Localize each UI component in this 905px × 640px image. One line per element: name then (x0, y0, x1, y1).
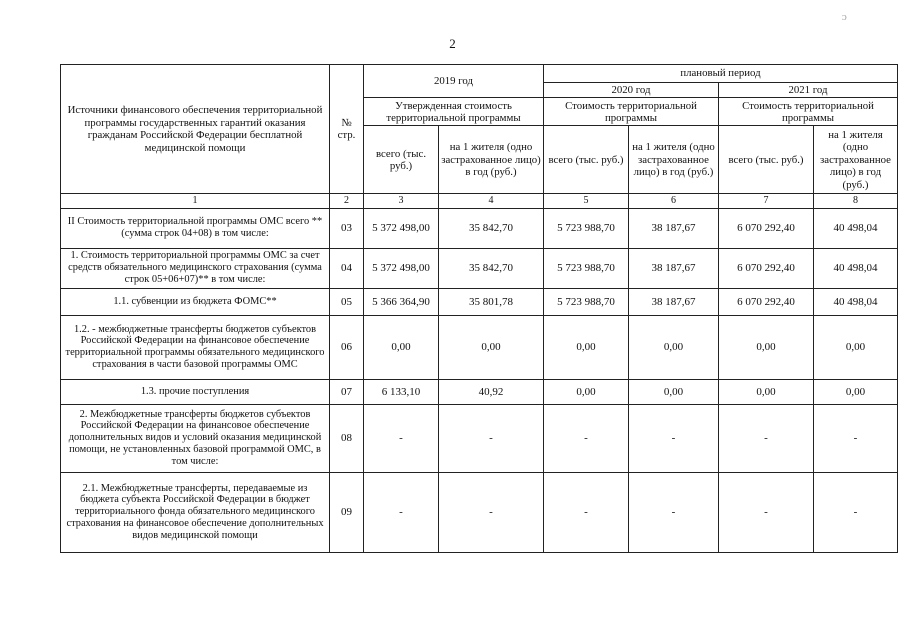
cell-value: 5 372 498,00 (364, 208, 439, 248)
column-index: 4 (439, 194, 544, 209)
column-index: 7 (719, 194, 814, 209)
header-per-capita-2021: на 1 жителя (одно застрахованное лицо) в год (руб.) (814, 126, 898, 194)
row-label: 2.1. Межбюджетные трансферты, передаваемые из бюджета субъекта Российской Федерации в бюджет территориального фонда обязательного медицинского страхования на финансовое обеспечение дополнительных видов медицинской помощи (61, 472, 330, 552)
header-2021: 2021 год (719, 83, 898, 98)
page-number: 2 (449, 36, 456, 51)
table-row (61, 472, 898, 552)
table-row (61, 288, 898, 315)
column-index: 2 (330, 194, 364, 209)
cell-value: 0,00 (814, 379, 898, 404)
column-index: 3 (364, 194, 439, 209)
row-number: 04 (330, 248, 364, 288)
table-row (61, 404, 898, 472)
row-label: 1.3. прочие поступления (61, 379, 330, 404)
column-index: 8 (814, 194, 898, 209)
row-number: 07 (330, 379, 364, 404)
cell-value: - (439, 404, 544, 472)
cell-value: 6 070 292,40 (719, 288, 814, 315)
cell-value: - (719, 404, 814, 472)
row-number: 09 (330, 472, 364, 552)
column-index: 6 (629, 194, 719, 209)
row-label: II Стоимость территориальной программы ОМС всего **(сумма строк 04+08) в том числе: (61, 208, 330, 248)
cell-value: 0,00 (629, 315, 719, 379)
column-index: 5 (544, 194, 629, 209)
cell-value: - (629, 472, 719, 552)
cell-value: 0,00 (719, 379, 814, 404)
row-label: 2. Межбюджетные трансферты бюджетов субъектов Российской Федерации на финансовое обеспечение дополнительных видов и условий оказания медицинской помощи, не установленных базовой программой ОМС, в том числе: (61, 404, 330, 472)
header-planning-period: плановый период (544, 65, 898, 83)
cell-value: - (719, 472, 814, 552)
cell-value: 40 498,04 (814, 248, 898, 288)
cell-value: 38 187,67 (629, 288, 719, 315)
cell-value: 40,92 (439, 379, 544, 404)
cell-value: 6 070 292,40 (719, 208, 814, 248)
cell-value: - (364, 404, 439, 472)
cell-value: 35 842,70 (439, 208, 544, 248)
row-label: 1.1. субвенции из бюджета ФОМС** (61, 288, 330, 315)
row-number: 05 (330, 288, 364, 315)
cell-value: - (814, 404, 898, 472)
cell-value: - (544, 472, 629, 552)
header-2020: 2020 год (544, 83, 719, 98)
cell-value: 40 498,04 (814, 208, 898, 248)
financing-table (60, 64, 898, 553)
row-label: 1. Стоимость территориальной программы ОМС за счет средств обязательного медицинского страхования (сумма строк 05+06+07)** в том числе: (61, 248, 330, 288)
header-approved-cost: Утвержденная стоимость территориальной программы (364, 98, 544, 126)
cell-value: 38 187,67 (629, 208, 719, 248)
cell-value: 5 372 498,00 (364, 248, 439, 288)
cell-value: 35 801,78 (439, 288, 544, 315)
header-per-capita-2020: на 1 жителя (одно застрахованное лицо) в год (руб.) (629, 126, 719, 194)
header-total-2019: всего (тыс. руб.) (364, 126, 439, 194)
cell-value: - (439, 472, 544, 552)
cell-value: 0,00 (544, 379, 629, 404)
row-number: 06 (330, 315, 364, 379)
cell-value: 0,00 (719, 315, 814, 379)
header-line-no: № стр. (330, 65, 364, 194)
header-total-2021: всего (тыс. руб.) (719, 126, 814, 194)
row-label: 1.2. - межбюджетные трансферты бюджетов субъектов Российской Федерации на финансовое обеспечение территориальной программы обязательного медицинского страхования в части базовой программы ОМС (61, 315, 330, 379)
header-cost-2021: Стоимость территориальной программы (719, 98, 898, 126)
cell-value: 0,00 (439, 315, 544, 379)
table-row (61, 248, 898, 288)
cell-value: 0,00 (544, 315, 629, 379)
cell-value: - (364, 472, 439, 552)
cell-value: 40 498,04 (814, 288, 898, 315)
cell-value: 5 723 988,70 (544, 248, 629, 288)
header-2019: 2019 год (364, 65, 544, 98)
header-source: Источники финансового обеспечения территориальной программы государственных гарантий оказания гражданам Российской Федерации бесплатной медицинской помощи (61, 65, 330, 194)
table-row (61, 379, 898, 404)
header-cost-2020: Стоимость территориальной программы (544, 98, 719, 126)
cell-value: 5 723 988,70 (544, 208, 629, 248)
cell-value: 0,00 (364, 315, 439, 379)
table-row (61, 315, 898, 379)
column-index: 1 (61, 194, 330, 209)
cell-value: - (544, 404, 629, 472)
cell-value: 5 366 364,90 (364, 288, 439, 315)
cell-value: 6 070 292,40 (719, 248, 814, 288)
header-total-2020: всего (тыс. руб.) (544, 126, 629, 194)
scan-mark: ᴐ (842, 12, 847, 23)
cell-value: 5 723 988,70 (544, 288, 629, 315)
header-per-capita-2019: на 1 жителя (одно застрахованное лицо) в год (руб.) (439, 126, 544, 194)
table-row (61, 208, 898, 248)
cell-value: - (814, 472, 898, 552)
row-number: 03 (330, 208, 364, 248)
cell-value: 6 133,10 (364, 379, 439, 404)
cell-value: 0,00 (814, 315, 898, 379)
cell-value: - (629, 404, 719, 472)
cell-value: 35 842,70 (439, 248, 544, 288)
cell-value: 0,00 (629, 379, 719, 404)
cell-value: 38 187,67 (629, 248, 719, 288)
row-number: 08 (330, 404, 364, 472)
